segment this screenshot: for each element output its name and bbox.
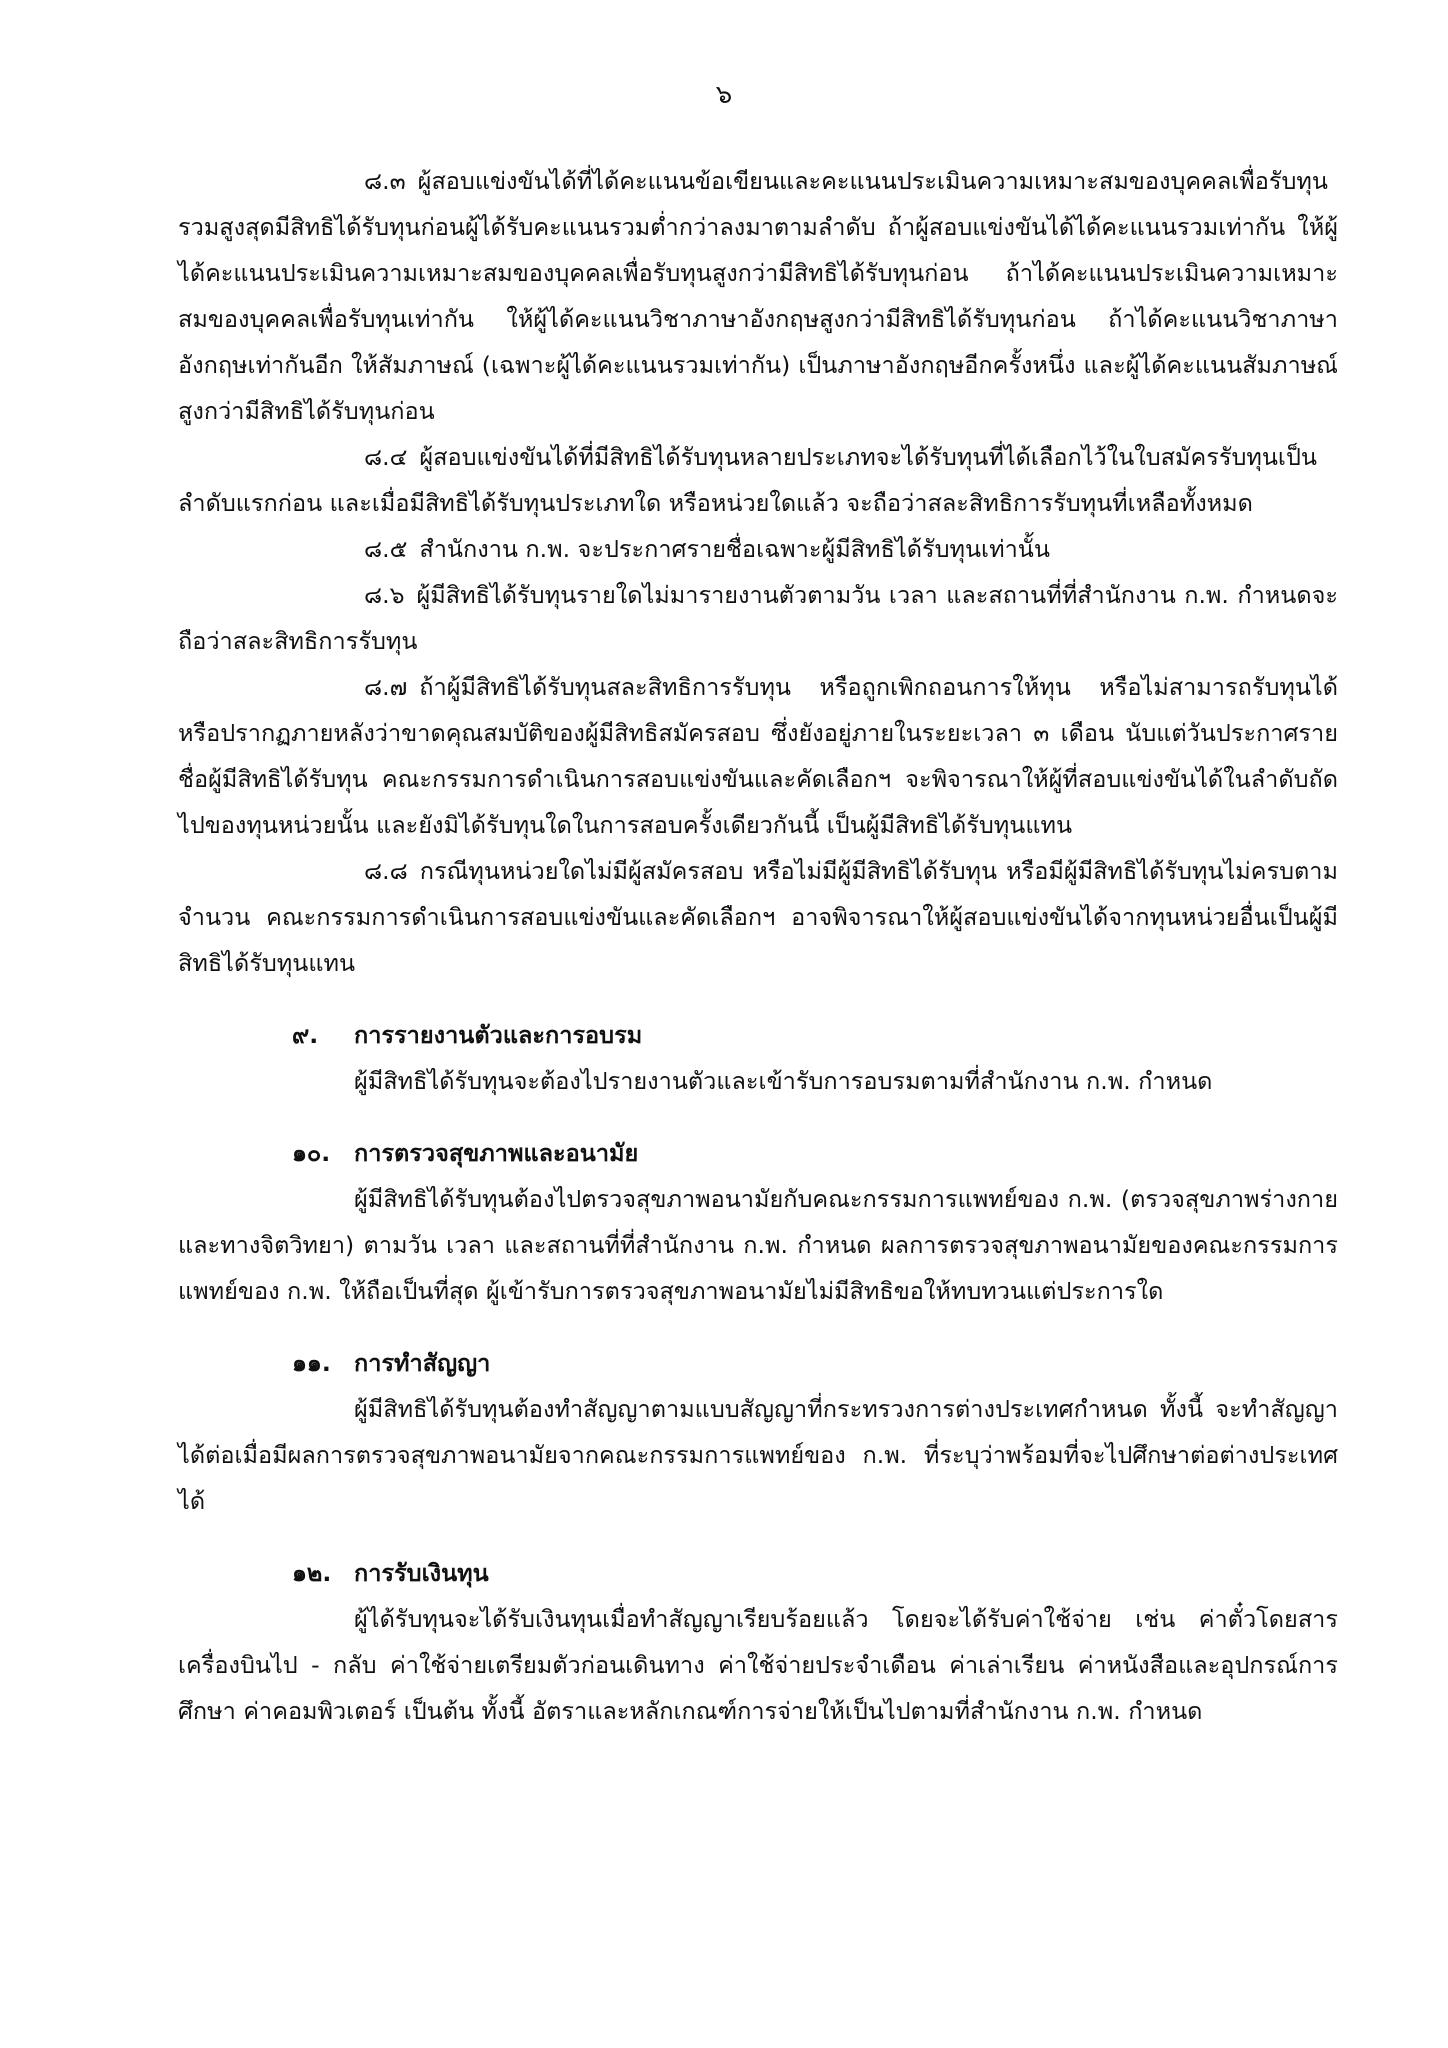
clause-8-8 [178, 848, 1338, 986]
clause-8-6 [178, 572, 1338, 664]
section-10-text: ผู้มีสิทธิได้รับทุนต้องไปตรวจสุขภาพอนามัยกับคณะกรรมการแพทย์ของ ก.พ. (ตรวจสุขภาพร่างกายและทางจิตวิทยา) ตามวัน เวลา และสถานที่ที่สำนักงาน ก.พ. กำหนด ผลการตรวจสุขภาพอนามัยของคณะกรรมการแพทย์ของ ก.พ. ให้ถือเป็นที่สุด ผู้เข้ารับการตรวจสุขภาพอนามัยไม่มีสิทธิขอให้ทบทวนแต่ประการใด [178, 1185, 1338, 1305]
clause-8-3 [178, 158, 1338, 434]
section-12-heading [178, 1550, 1338, 1596]
section-9-text: ผู้มีสิทธิได้รับทุนจะต้องไปรายงานตัวและเข้ารับการอบรมตามที่สำนักงาน ก.พ. กำหนด [354, 1067, 1213, 1095]
clause-8-7 [178, 664, 1338, 848]
clause-text: ผู้สอบแข่งขันได้ที่ได้คะแนนข้อเขียนและคะแนนประเมินความเหมาะสมของบุคคลเพื่อรับทุนรวมสูงสุดมีสิทธิได้รับทุนก่อนผู้ได้รับคะแนนรวมต่ำกว่าลงมาตามลำดับ ถ้าผู้สอบแข่งขันได้ได้คะแนนรวมเท่ากัน ให้ผู้ได้คะแนนประเมินความเหมาะสมของบุคคลเพื่อรับทุนสูงกว่ามีสิทธิได้รับทุนก่อน ถ้าได้คะแนนประเมินความเหมาะสมของบุคคลเพื่อรับทุนเท่ากัน ให้ผู้ได้คะแนนวิชาภาษาอังกฤษสูงกว่ามีสิทธิได้รับทุนก่อน ถ้าได้คะแนนวิชาภาษาอังกฤษเท่ากันอีก ให้สัมภาษณ์ (เฉพาะผู้ได้คะแนนรวมเท่ากัน) เป็นภาษาอังกฤษอีกครั้งหนึ่ง และผู้ได้คะแนนสัมภาษณ์สูงกว่ามีสิทธิได้รับทุนก่อน [178, 167, 1338, 425]
section-11-text: ผู้มีสิทธิได้รับทุนต้องทำสัญญาตามแบบสัญญาที่กระทรวงการต่างประเทศกำหนด ทั้งนี้ จะทำสัญญาได้ต่อเมื่อมีผลการตรวจสุขภาพอนามัยจากคณะกรรมการแพทย์ของ ก.พ. ที่ระบุว่าพร้อมที่จะไปศึกษาต่อต่างประเทศได้ [178, 1395, 1338, 1515]
clause-text: กรณีทุนหน่วยใดไม่มีผู้สมัครสอบ หรือไม่มีผู้มีสิทธิได้รับทุน หรือมีผู้มีสิทธิได้รับทุนไม่ครบตามจำนวน คณะกรรมการดำเนินการสอบแข่งขันและคัดเลือกฯ อาจพิจารณาให้ผู้สอบแข่งขันได้จากทุนหน่วยอื่นเป็นผู้มีสิทธิได้รับทุนแทน [178, 857, 1338, 977]
section-title: การทำสัญญา [354, 1349, 491, 1377]
clause-text: ผู้สอบแข่งขันได้ที่มีสิทธิได้รับทุนหลายประเภทจะได้รับทุนที่ได้เลือกไว้ในใบสมัครรับทุนเป็นลำดับแรกก่อน และเมื่อมีสิทธิได้รับทุนประเภทใด หรือหน่วยใดแล้ว จะถือว่าสละสิทธิการรับทุนที่เหลือทั้งหมด [178, 443, 1317, 517]
section-10-heading [178, 1130, 1338, 1176]
clause-text: ผู้มีสิทธิได้รับทุนรายใดไม่มารายงานตัวตามวัน เวลา และสถานที่ที่สำนักงาน ก.พ. กำหนดจะถือว่าสละสิทธิการรับทุน [178, 581, 1338, 655]
clause-number: ๘.๕ [364, 535, 408, 563]
clause-number: ๘.๘ [364, 857, 408, 885]
clause-number: ๘.๔ [364, 443, 408, 471]
section-number: ๙. [292, 1021, 319, 1049]
clause-number: ๘.๗ [364, 673, 408, 701]
section-title: การรายงานตัวและการอบรม [354, 1021, 643, 1049]
clause-text: ถ้าผู้มีสิทธิได้รับทุนสละสิทธิการรับทุน หรือถูกเพิกถอนการให้ทุน หรือไม่สามารถรับทุนได้ หรือปรากฏภายหลังว่าขาดคุณสมบัติของผู้มีสิทธิสมัครสอบ ซึ่งยังอยู่ภายในระยะเวลา ๓ เดือน นับแต่วันประกาศรายชื่อผู้มีสิทธิได้รับทุน คณะกรรมการดำเนินการสอบแข่งขันและคัดเลือกฯ จะพิจารณาให้ผู้ที่สอบแข่งขันได้ในลำดับถัดไปของทุนหน่วยนั้น และยังมิได้รับทุนใดในการสอบครั้งเดียวกันนี้ เป็นผู้มีสิทธิได้รับทุนแทน [178, 673, 1338, 839]
section-number: ๑๒. [292, 1559, 332, 1587]
section-number: ๑๑. [292, 1349, 331, 1377]
clause-8-4 [178, 434, 1338, 526]
clause-text: สำนักงาน ก.พ. จะประกาศรายชื่อเฉพาะผู้มีสิทธิได้รับทุนเท่านั้น [419, 535, 1050, 563]
document-body [178, 158, 1338, 1734]
clause-number: ๘.๓ [364, 167, 406, 195]
clause-number: ๘.๖ [364, 581, 405, 609]
clause-8-5 [178, 526, 1338, 572]
section-title: การรับเงินทุน [354, 1559, 489, 1587]
section-number: ๑๐. [292, 1139, 331, 1167]
section-title: การตรวจสุขภาพและอนามัย [354, 1139, 639, 1167]
page-number: ๖ [715, 80, 733, 110]
section-12-text: ผู้ได้รับทุนจะได้รับเงินทุนเมื่อทำสัญญาเรียบร้อยแล้ว โดยจะได้รับค่าใช้จ่าย เช่น ค่าตั๋วโดยสารเครื่องบินไป - กลับ ค่าใช้จ่ายเตรียมตัวก่อนเดินทาง ค่าใช้จ่ายประจำเดือน ค่าเล่าเรียน ค่าหนังสือและอุปกรณ์การศึกษา ค่าคอมพิวเตอร์ เป็นต้น ทั้งนี้ อัตราและหลักเกณฑ์การจ่ายให้เป็นไปตามที่สำนักงาน ก.พ. กำหนด [178, 1605, 1338, 1725]
section-9-heading [178, 1012, 1338, 1058]
section-11-heading [178, 1340, 1338, 1386]
